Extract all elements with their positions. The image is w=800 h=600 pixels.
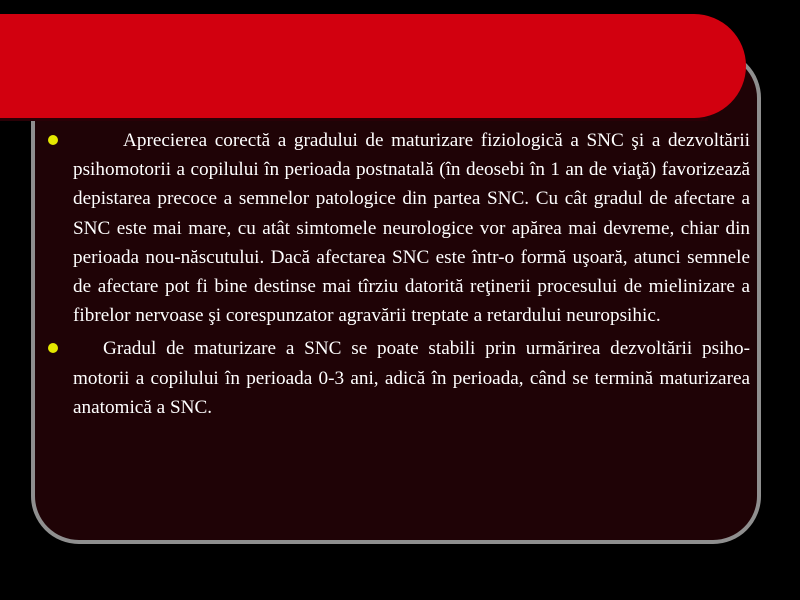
- bullet-text: Gradul de maturizare a SNC se poate stabili prin urmărirea dezvoltării psiho-motorii a copilului în perioada 0-3 ani, adică în perioada, când se termină maturizarea anatomică a SNC.: [73, 338, 750, 418]
- bullet-dot-icon: [48, 343, 58, 353]
- bullet-list: [44, 126, 750, 426]
- bullet-item: [44, 126, 750, 330]
- bullet-text: Aprecierea corectă a gradului de maturizare fiziologică a SNC şi a dezvoltării psihomotorii a copilului în perioada postnatală (în deosebi în 1 an de viaţă) favorizează depistarea precoce a semnelor patologice din partea SNC. Cu cât gradul de afectare a SNC este mai mare, cu atât simtomele neurologice vor apărea mai devreme, chiar din perioada nou-născutului. Dacă afectarea SNC este într-o formă uşoară, atunci semnele de afectare pot fi bine destinse mai tîrziu datorită reţinerii procesului de mielinizare a fibrelor nervoase şi corespunzator agravării treptate a retardului neuropsihic.: [73, 130, 750, 327]
- title-band: [0, 14, 746, 118]
- title-divider: [0, 118, 708, 121]
- bullet-item: [44, 334, 750, 422]
- bullet-dot-icon: [48, 135, 58, 145]
